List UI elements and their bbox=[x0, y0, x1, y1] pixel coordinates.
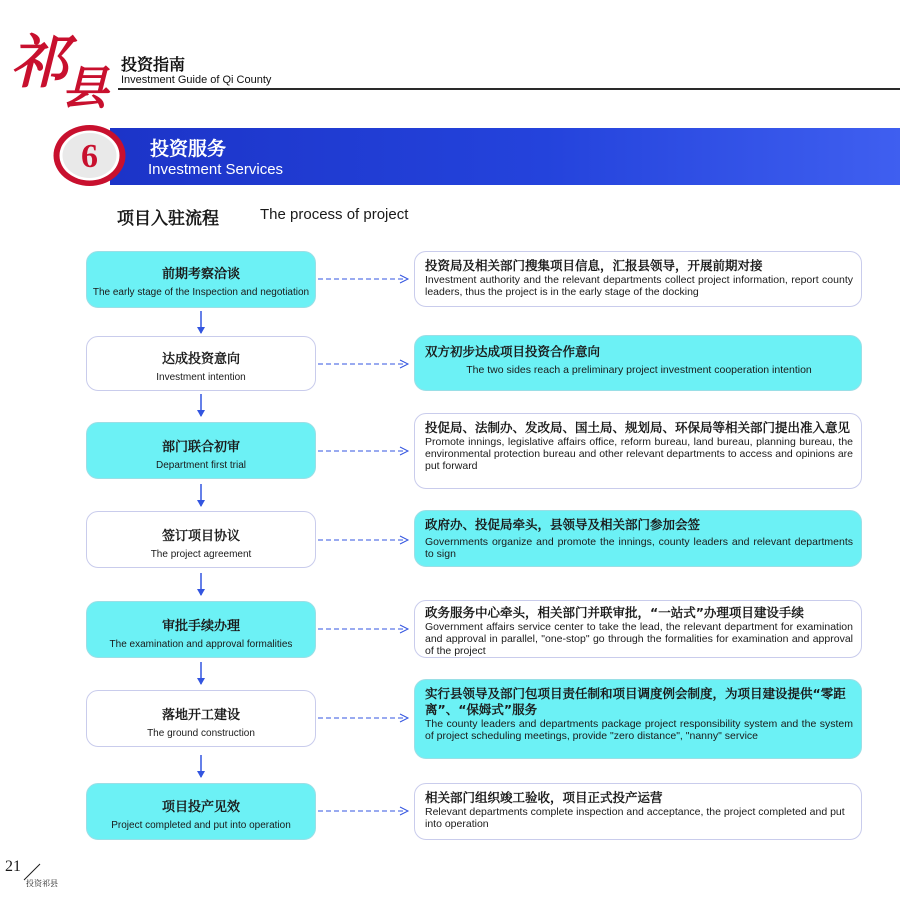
svg-text:县: 县 bbox=[62, 61, 108, 110]
process-heading-en: The process of project bbox=[260, 206, 409, 223]
step-subtitle: Department first trial bbox=[155, 460, 247, 471]
step-desc-4 bbox=[414, 510, 862, 567]
step-title: 项目投产见效 bbox=[161, 800, 240, 815]
down-arrow bbox=[196, 394, 206, 418]
dashed-arrow-right bbox=[318, 713, 412, 723]
dashed-arrow-right bbox=[318, 446, 412, 456]
step-desc-2 bbox=[414, 335, 862, 391]
dashed-arrow-right bbox=[318, 359, 412, 369]
step-box-1 bbox=[86, 251, 316, 308]
desc-title: 相关部门组织竣工验收，项目正式投产运营 bbox=[425, 790, 663, 805]
step-desc-6 bbox=[414, 679, 862, 759]
down-arrow bbox=[196, 484, 206, 508]
header-divider bbox=[118, 88, 900, 90]
step-subtitle: The ground construction bbox=[147, 728, 255, 739]
step-subtitle: The examination and approval formalities bbox=[109, 639, 293, 650]
desc-text: Governments organize and promote the innings, county leaders and relevant departments to sign bbox=[425, 536, 853, 560]
qi-county-logo bbox=[10, 20, 115, 110]
desc-title: 双方初步达成项目投资合作意向 bbox=[425, 344, 601, 359]
svg-text:祁: 祁 bbox=[10, 28, 69, 96]
down-arrow bbox=[196, 662, 206, 686]
step-subtitle: The project agreement bbox=[150, 549, 252, 560]
step-title: 部门联合初审 bbox=[161, 440, 240, 455]
step-title: 审批手续办理 bbox=[161, 619, 240, 634]
down-arrow bbox=[196, 755, 206, 779]
dashed-arrow-right bbox=[318, 274, 412, 284]
desc-title: 政府办、投促局牵头，县领导及相关部门参加会签 bbox=[425, 517, 701, 532]
step-box-4 bbox=[86, 511, 316, 568]
step-title: 达成投资意向 bbox=[161, 352, 240, 367]
step-box-7 bbox=[86, 783, 316, 840]
step-title: 落地开工建设 bbox=[161, 708, 240, 723]
svg-text:6: 6 bbox=[81, 138, 98, 175]
process-heading: 项目入驻流程 bbox=[117, 209, 219, 229]
step-subtitle: The early stage of the Inspection and negotiation bbox=[92, 287, 310, 298]
desc-text: Investment authority and the relevant departments collect project information, report county leaders, thus the project is in the early stage of the docking bbox=[425, 274, 853, 298]
dashed-arrow-right bbox=[318, 624, 412, 634]
step-desc-7 bbox=[414, 783, 862, 840]
step-title: 前期考察洽谈 bbox=[161, 267, 240, 282]
dashed-arrow-right bbox=[318, 806, 412, 816]
section-title: 投资服务 bbox=[150, 138, 227, 160]
step-box-2 bbox=[86, 336, 316, 391]
step-title: 签订项目协议 bbox=[161, 529, 240, 544]
page-number: 21 bbox=[5, 858, 21, 875]
desc-text: The county leaders and departments package project responsibility system and the system of project scheduling meetings, provide "zero distance", "nanny" service bbox=[425, 718, 853, 742]
step-desc-1 bbox=[414, 251, 862, 307]
desc-text: Promote innings, legislative affairs office, reform bureau, land bureau, planning bureau, the environmental protection bureau and other relevant departments to access and opinions are put forward bbox=[425, 436, 853, 472]
section-banner bbox=[110, 128, 900, 185]
desc-title: 实行县领导及部门包项目责任制和项目调度例会制度，为项目建设提供“零距离”、“保姆式”服务 bbox=[425, 686, 846, 717]
desc-text: Relevant departments complete inspection and acceptance, the project completed and put into operation bbox=[425, 806, 845, 830]
desc-text: The two sides reach a preliminary project investment cooperation intention bbox=[466, 364, 812, 376]
section-subtitle: Investment Services bbox=[148, 161, 284, 178]
step-desc-5 bbox=[414, 600, 862, 658]
step-subtitle: Investment intention bbox=[156, 372, 246, 383]
desc-title: 投促局、法制办、发改局、国土局、规划局、环保局等相关部门提出准入意见 bbox=[425, 420, 851, 435]
step-box-5 bbox=[86, 601, 316, 658]
desc-title: 政务服务中心牵头，相关部门并联审批，“一站式”办理项目建设手续 bbox=[425, 605, 804, 620]
desc-title: 投资局及相关部门搜集项目信息，汇报县领导，开展前期对接 bbox=[425, 258, 763, 273]
step-box-6 bbox=[86, 690, 316, 747]
down-arrow bbox=[196, 311, 206, 335]
section-number-badge bbox=[52, 124, 127, 187]
step-box-3 bbox=[86, 422, 316, 479]
step-desc-3 bbox=[414, 413, 862, 489]
desc-text: Government affairs service center to take the lead, the relevant department for examination and approval in parallel, "one-stop" go through the formalities for examination and approval of the project bbox=[425, 621, 853, 657]
step-subtitle: Project completed and put into operation bbox=[111, 820, 291, 831]
guide-subtitle: Investment Guide of Qi County bbox=[121, 74, 272, 86]
dashed-arrow-right bbox=[318, 535, 412, 545]
guide-title: 投资指南 bbox=[121, 55, 186, 74]
page-label: 投资祁县 bbox=[26, 879, 58, 888]
down-arrow bbox=[196, 573, 206, 597]
